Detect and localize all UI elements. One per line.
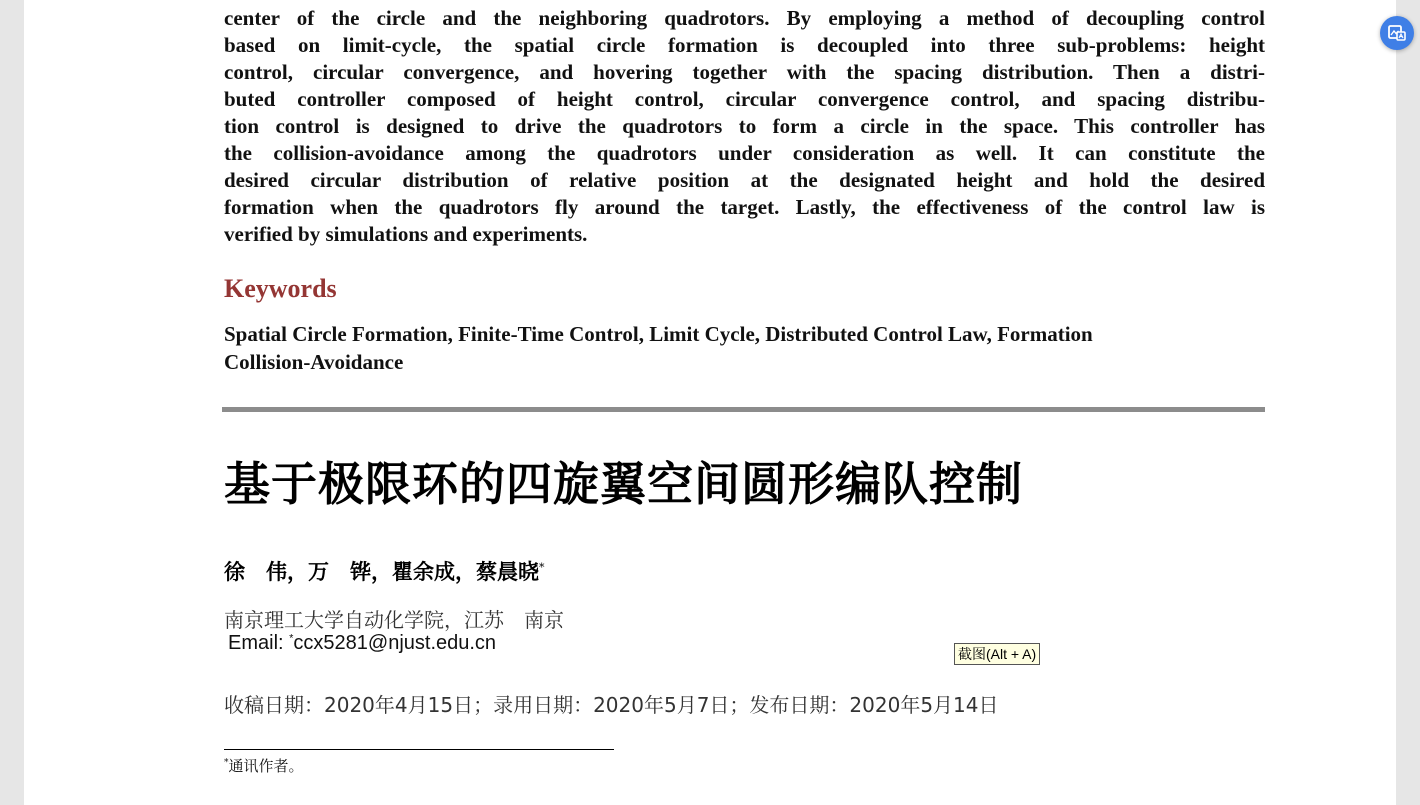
image-translate-icon: [1387, 23, 1407, 43]
abstract-line: verified by simulations and experiments.: [224, 222, 588, 246]
publication-dates: 收稿日期：2020年4月15日；录用日期：2020年5月7日；发布日期：2020年5月14日: [224, 693, 999, 717]
abstract-line: desired circular distribution of relative position at the designated height and hold the desired: [224, 168, 1265, 192]
author-names: 徐 伟，万 铧，瞿余成，蔡晨晓: [224, 559, 539, 584]
abstract-line: buted controller composed of height control, circular convergence control, and spacing distribu-: [224, 87, 1265, 111]
footnote-text: 通讯作者。: [228, 757, 304, 775]
abstract-line: control, circular convergence, and hovering together with the spacing distribution. Then a distri-: [224, 60, 1265, 84]
chinese-title: 基于极限环的四旋翼空间圆形编队控制: [224, 457, 1023, 511]
abstract-line: tion control is designed to drive the quadrotors to form a circle in the space. This controller has: [224, 114, 1265, 138]
keywords-line: Spatial Circle Formation, Finite-Time Control, Limit Cycle, Distributed Control Law, Formation: [224, 322, 1093, 346]
section-divider: [222, 407, 1265, 412]
email-address[interactable]: ccx5281@njust.edu.cn: [293, 632, 497, 654]
footnote: [224, 755, 304, 776]
abstract-line: center of the circle and the neighboring quadrotors. By employing a method of decoupling control: [224, 6, 1265, 30]
abstract-line: formation when the quadrotors fly around the target. Lastly, the effectiveness of the control law is: [224, 195, 1265, 219]
keywords-line: Collision-Avoidance: [224, 350, 404, 374]
email-mark: *: [289, 632, 294, 645]
footnote-mark: *: [224, 758, 229, 768]
image-translate-button[interactable]: [1380, 16, 1414, 50]
screenshot-tooltip: 截图(Alt + A): [954, 643, 1040, 665]
abstract-line: the collision-avoidance among the quadrotors under consideration as well. It can constitute the: [224, 141, 1265, 165]
affiliation: 南京理工大学自动化学院，江苏 南京: [224, 608, 564, 632]
viewer-gutter: [1396, 0, 1420, 805]
keywords-heading: Keywords: [224, 274, 337, 303]
email-line: [228, 632, 496, 655]
corresponding-mark: *: [539, 561, 545, 574]
abstract-line: based on limit-cycle, the spatial circle formation is decoupled into three sub-problems: height: [224, 33, 1265, 57]
email-label: Email:: [228, 632, 290, 654]
footnote-divider: [224, 749, 614, 750]
document-page: [24, 0, 1396, 805]
author-list: [224, 556, 545, 586]
